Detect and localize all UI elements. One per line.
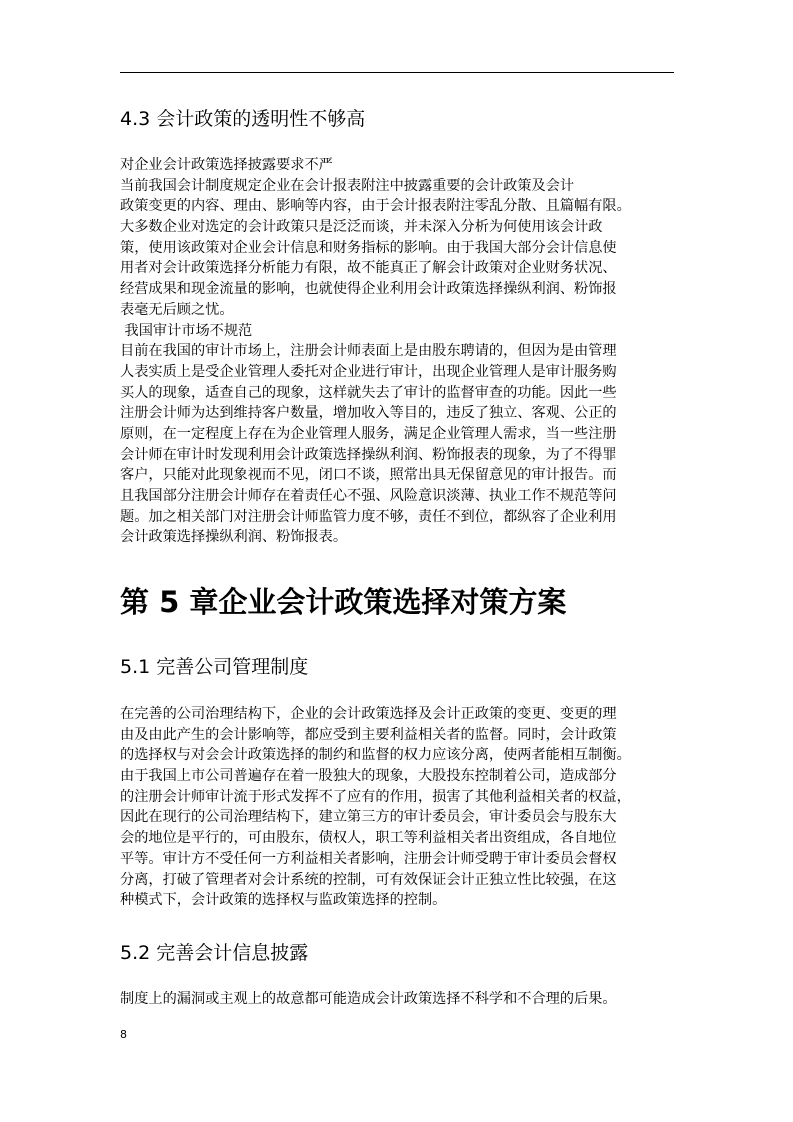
text-line: 在完善的公司治理结构下，企业的会计政策选择及会计正政策的变更、变更的理 <box>120 706 617 722</box>
text-line: 表毫无后顾之忧。 <box>120 301 234 318</box>
text-line: 种模式下，会计政策的选择权与监政策选择的控制。 <box>120 892 447 909</box>
text-line: 由及由此产生的会计影响等，都应受到主要利益相关者的监督。同时，会计政策 <box>120 726 617 743</box>
section-4-3-body <box>120 155 674 548</box>
text-line: 经营成果和现金流量的影响，也就使得企业利用会计政策选择操纵利润、粉饰报 <box>120 281 617 298</box>
text-line: 的选择权与对会会计政策选择的制约和监督的权力应该分离，使两者能相互制衡。 <box>120 747 631 764</box>
text-line: 原则，在一定程度上存在为企业管理人服务，满足企业管理人需求，当一些注册 <box>120 425 617 442</box>
text-line: 目前在我国的审计市场上，注册会计师表面上是由股东聘请的，但因为是由管理 <box>120 343 617 360</box>
text-line: 会计政策选择操纵利润、粉饰报表。 <box>120 529 348 546</box>
text-line: 政策变更的内容、理由、影响等内容，由于会计报表附注零乱分散、且篇幅有限。 <box>120 198 631 215</box>
text-line: 且我国部分注册会计师存在着责任心不强、风险意识淡薄、执业工作不规范等问 <box>120 488 617 504</box>
text-line: 大多数企业对选定的会计政策只是泛泛而谈，并未深入分析为何使用该会计政 <box>120 219 603 236</box>
page-number: 8 <box>120 1028 127 1041</box>
text-line: 买人的现象，适查自己的现象，这样就失去了审计的监督审查的功能。因此一些 <box>120 384 617 401</box>
text-line: 策，使用该政策对企业会计信息和财务指标的影响。由于我国大部分会计信息使 <box>120 239 617 256</box>
text-line: 注册会计师为达到维持客户数量，增加收入等目的，违反了独立、客观、公正的 <box>120 405 617 422</box>
text-line: 制度上的漏洞或主观上的故意都可能造成会计政策选择不科学和不合理的后果。 <box>120 991 617 1007</box>
text-line: 当前我国会计制度规定企业在会计报表附注中披露重要的会计政策及会计 <box>120 177 575 194</box>
header-rule <box>120 72 674 73</box>
section-heading-5-1: 5.1 完善公司管理制度 <box>120 656 309 678</box>
section-heading-4-3: 4.3 会计政策的透明性不够高 <box>120 108 366 130</box>
section-5-1-body <box>120 704 674 911</box>
chapter-heading-5: 第 5 章企业会计政策选择对策方案 <box>120 585 567 619</box>
text-line: 人表实质上是受企业管理人委托对企业进行审计，出现企业管理人是审计服务购 <box>120 363 617 380</box>
text-line: 对企业会计政策选择披露要求不严 <box>120 157 333 173</box>
text-line: 客户，只能对此现象视而不见，闭口不谈，照常出具无保留意见的审计报告。而 <box>120 467 617 484</box>
section-5-2-body <box>120 989 674 1010</box>
text-line: 分离，打破了管理者对会计系统的控制，可有效保证会计正独立性比较强，在这 <box>120 871 617 888</box>
text-line: 用者对会计政策选择分析能力有限，故不能真正了解会计政策对企业财务状况、 <box>120 260 617 277</box>
text-line: 由于我国上市公司普遍存在着一股独大的现象，大股投东控制着公司，造成部分 <box>120 768 617 785</box>
text-line: 平等。审计方不受任何一方利益相关者影响，注册会计师受聘于审计委员会督权 <box>120 850 617 867</box>
text-line: 我国审计市场不规范 <box>120 322 253 339</box>
text-line: 因此在现行的公司治理结构下，建立第三方的审计委员会，审计委员会与股东大 <box>120 809 617 826</box>
text-line: 会计师在审计时发现利用会计政策选择操纵利润、粉饰报表的现象，为了不得罪 <box>120 446 617 463</box>
text-line: 会的地位是平行的，可由股东，债权人，职工等利益相关者出资组成，各自地位 <box>120 830 617 847</box>
section-heading-5-2: 5.2 完善会计信息披露 <box>120 942 309 964</box>
text-line: 题。加之相关部门对注册会计师监管力度不够，责任不到位，都纵容了企业利用 <box>120 508 617 525</box>
text-line: 的注册会计师审计流于形式发挥不了应有的作用，损害了其他利益相关者的权益， <box>120 788 631 805</box>
